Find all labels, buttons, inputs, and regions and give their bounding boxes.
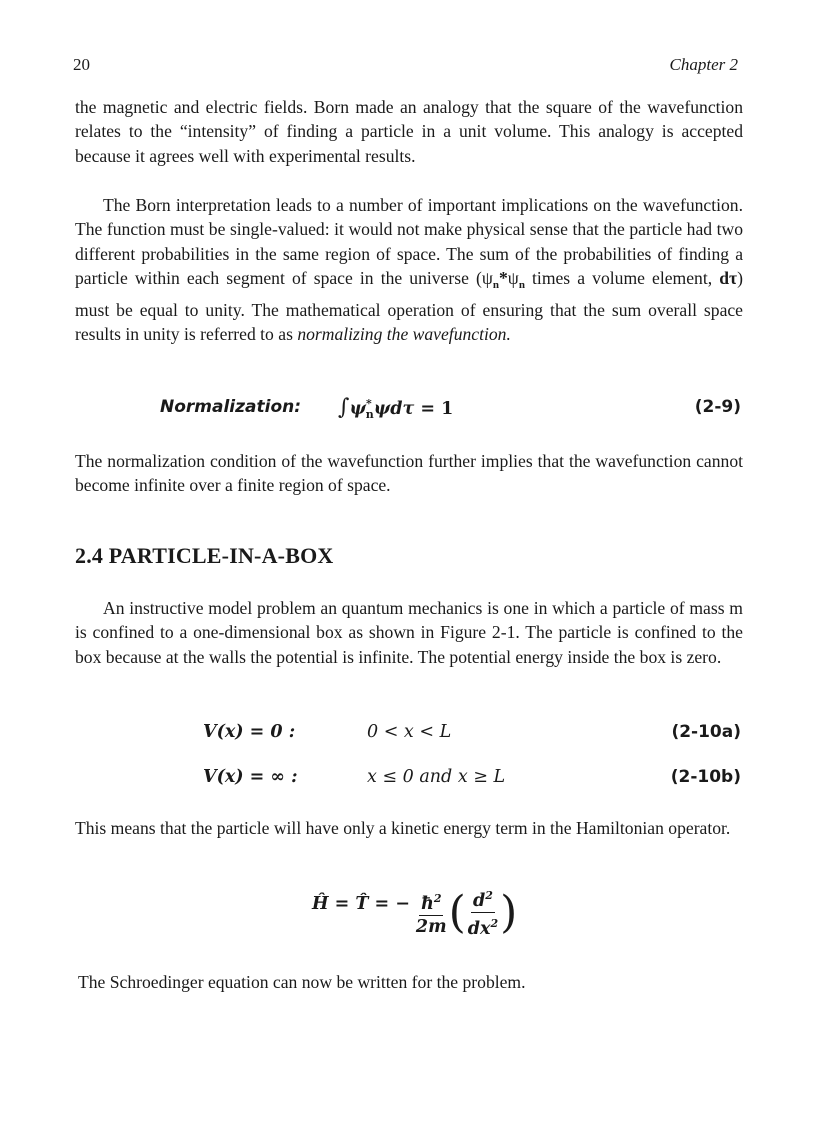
hamiltonian-rhs — [414, 885, 517, 940]
paragraph-6: The Schroedinger equation can now be written for the problem. — [78, 972, 526, 992]
n-sub: n — [365, 408, 374, 421]
mass-denominator: 2m — [415, 916, 447, 937]
hbar-symbol: ħ — [421, 893, 434, 914]
normalization-rhs: = 1 — [414, 399, 454, 419]
d-numerator-symbol: d — [473, 891, 486, 911]
equation-number-2-10b: (2-10b) — [670, 767, 741, 787]
p2-text-a: The Born interpretation leads to a number of important implications on the wavefunction. The function must be single-valued: it would not make physical sense that the particle had two different probabilities in the same region of space. The sum of the probabilities of finding a particle within each segment of space in the universe ( — [75, 195, 743, 289]
chapter-title: Chapter 2 — [669, 55, 738, 74]
paragraph-1: the magnetic and electric fields. Born made an analogy that the square of the wavefunction relates to the “intensity” of finding a particle in a unit volume. This analogy is accepted because it agrees well with experimental results. — [75, 97, 743, 166]
hbar-exponent: 2 — [433, 891, 442, 905]
equation-number-2-9: (2-9) — [694, 397, 741, 417]
eq-10a-condition: 0 < x < L — [367, 722, 452, 742]
eq-10a-lhs: V(x) = 0 : — [203, 722, 296, 742]
right-paren: ) — [500, 886, 518, 938]
left-paren: ( — [448, 886, 466, 938]
normalization-label: Normalization: — [160, 397, 302, 417]
equation-2-10b — [0, 763, 816, 795]
tau-symbol: τ — [402, 399, 415, 419]
paragraph-3: The normalization condition of the wavefunction further implies that the wavefunction cannot become infinite over a finite region of space. — [75, 451, 743, 496]
integral-sign: ∫ — [338, 395, 350, 420]
page-number: 20 — [73, 55, 90, 74]
psi-symbol: ψ — [349, 399, 366, 419]
derivative-fraction — [466, 885, 500, 940]
eq-10b-condition: x ≤ 0 and x ≥ L — [367, 767, 506, 787]
paragraph-2 — [75, 193, 743, 346]
derivative-denominator — [466, 913, 500, 940]
p2-dtau: dτ — [719, 268, 738, 289]
star-sup: * — [365, 397, 372, 410]
p2-text-mid: times a volume element, — [524, 268, 720, 289]
p2-star: * — [499, 268, 508, 289]
p2-psi-2: ψ — [507, 268, 519, 289]
d-symbol: d — [390, 399, 403, 419]
paragraph-4: An instructive model problem an quantum mechanics is one in which a particle of mass m is confined to a one-dimensional box as shown in Figure 2-1. The particle is confined to the box because at the walls the potential is infinite. The potential energy inside the box is zero. — [75, 598, 743, 667]
section-heading: 2.4 PARTICLE-IN-A-BOX — [75, 543, 334, 568]
hamiltonian-equation — [312, 885, 517, 945]
equation-2-9 — [0, 393, 816, 425]
derivative-numerator — [471, 885, 495, 913]
p2-psi-1: ψ — [481, 268, 493, 289]
p2-italic-term: normalizing the wavefunction. — [297, 324, 511, 345]
dx-exponent: 2 — [490, 917, 499, 930]
equation-2-10a — [0, 718, 816, 750]
hbar-fraction — [414, 888, 449, 938]
dx-symbol: dx — [467, 919, 491, 939]
hamiltonian-lhs: Ĥ = T̂ = − — [312, 893, 410, 914]
paragraph-5: This means that the particle will have only a kinetic energy term in the Hamiltonian operator. — [75, 818, 731, 838]
p2-n-1: n — [492, 279, 499, 292]
eq-10b-lhs: V(x) = ∞ : — [203, 767, 298, 787]
hbar-numerator — [419, 888, 443, 916]
normalization-formula — [338, 395, 453, 421]
d-numerator-exponent: 2 — [485, 889, 493, 902]
equation-number-2-10a: (2-10a) — [671, 722, 741, 742]
psi-symbol-2: ψ — [373, 399, 391, 419]
p2-n-2: n — [518, 279, 525, 292]
p2-text-b: ) must be equal to unity. The mathematical operation of ensuring that the sum overall space results in unity is referred to as — [75, 268, 743, 345]
